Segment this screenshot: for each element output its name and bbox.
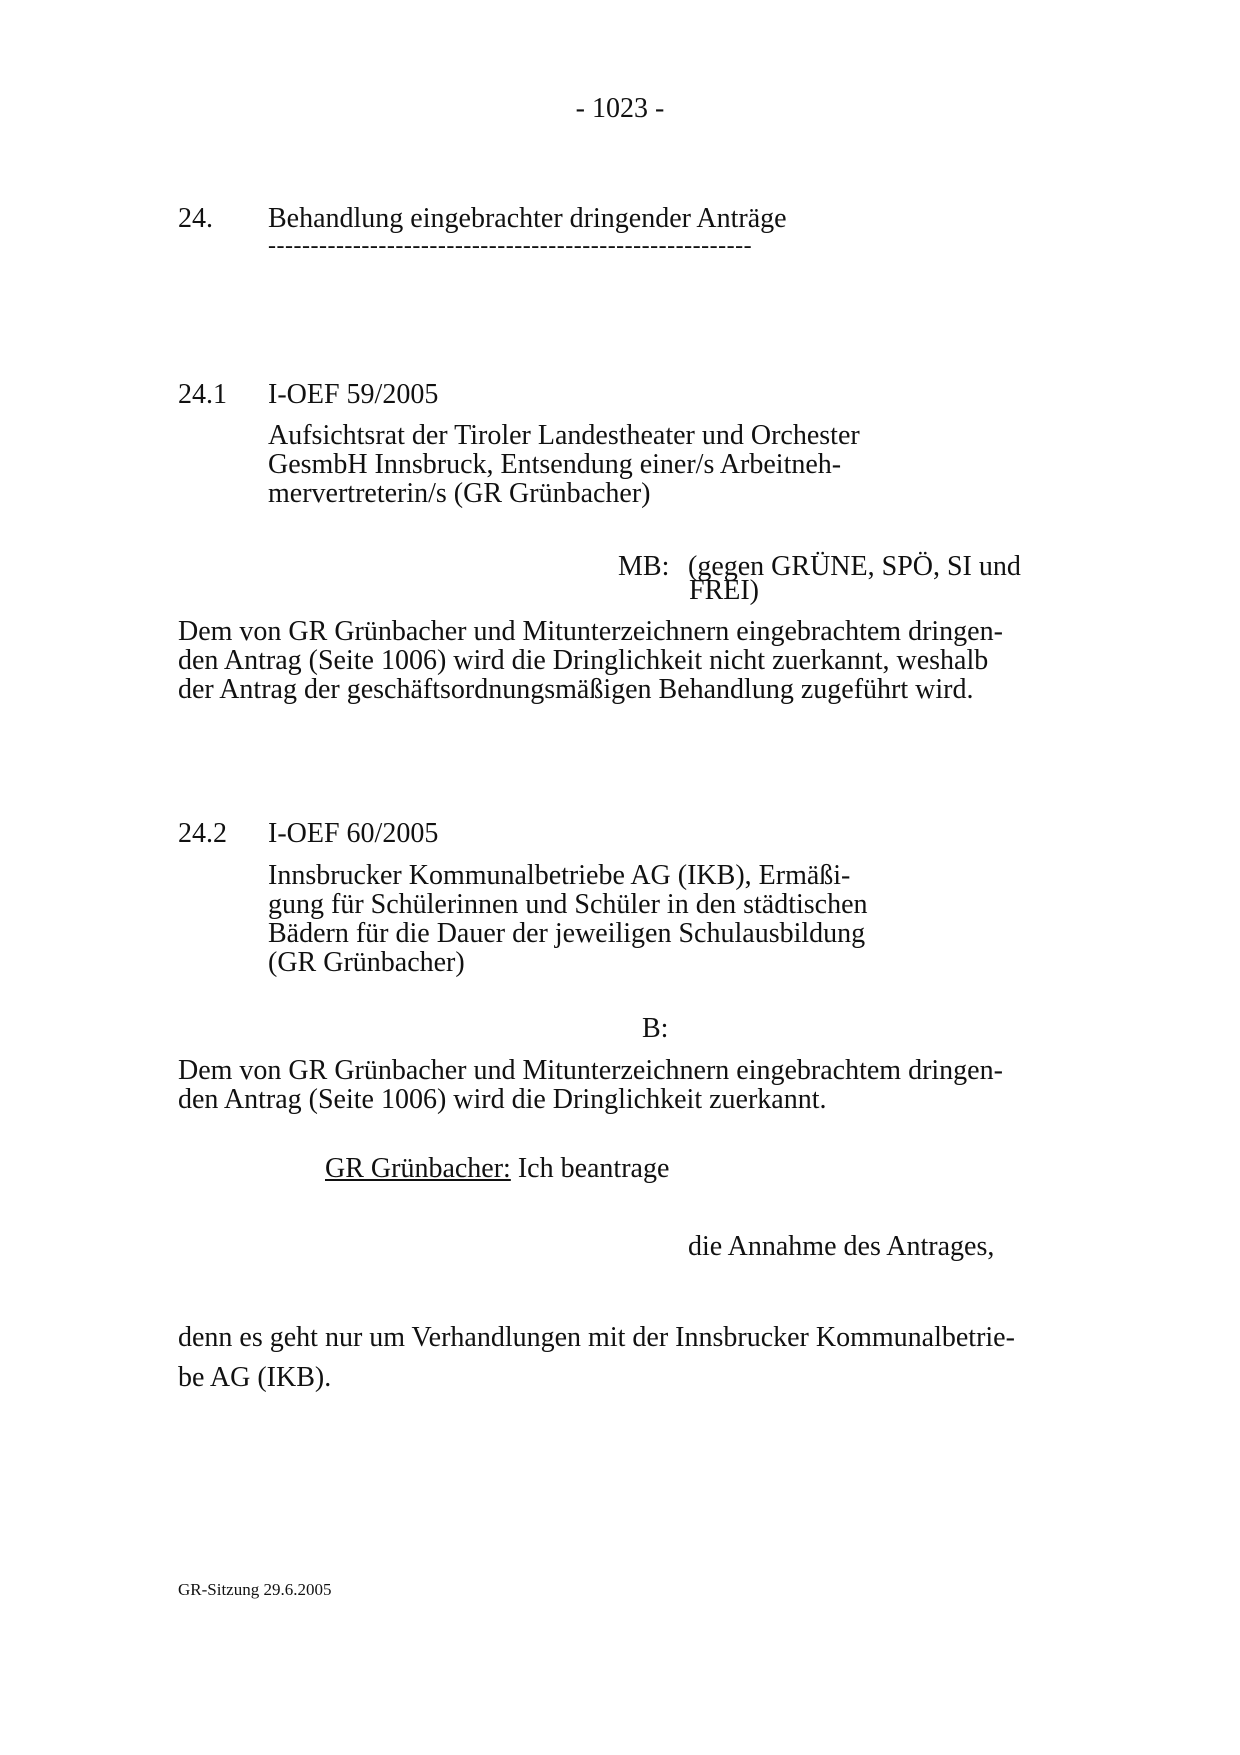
footer: GR-Sitzung 29.6.2005: [178, 1580, 332, 1599]
decision-line: FREI): [689, 575, 759, 606]
speech-intro-text: Ich beantrage: [510, 1153, 670, 1184]
description-line: gung für Schülerinnen und Schüler in den städtischen: [268, 889, 868, 920]
item-reference: I-OEF 59/2005: [268, 379, 439, 410]
item-reference: I-OEF 60/2005: [268, 818, 439, 849]
description-line: Bädern für die Dauer der jeweiligen Schulausbildung: [268, 918, 866, 949]
resolution-text: [178, 1056, 1058, 1114]
item-description: [268, 421, 860, 508]
decision-detail: [688, 552, 1021, 605]
resolution-line: den Antrag (Seite 1006) wird die Dringlichkeit nicht zuerkannt, weshalb: [178, 645, 989, 676]
section-number: 24.: [178, 203, 213, 234]
resolution-line: der Antrag der geschäftsordnungsmäßigen Behandlung zugeführt wird.: [178, 674, 974, 705]
item-description: [268, 861, 868, 977]
resolution-line: Dem von GR Grünbacher und Mitunterzeichnern eingebrachtem dringen-: [178, 616, 1003, 647]
motion-text: die Annahme des Antrages,: [688, 1231, 995, 1262]
description-line: GesmbH Innsbruck, Entsendung einer/s Arbeitneh-: [268, 449, 842, 480]
page-number: - 1023 -: [575, 93, 665, 124]
description-line: (GR Grünbacher): [268, 947, 465, 978]
resolution-line: Dem von GR Grünbacher und Mitunterzeichnern eingebrachtem dringen-: [178, 1055, 1003, 1086]
resolution-line: den Antrag (Seite 1006) wird die Dringlichkeit zuerkannt.: [178, 1084, 827, 1115]
description-line: mervertreterin/s (GR Grünbacher): [268, 478, 651, 509]
decision-line: (gegen GRÜNE, SPÖ, SI und: [688, 551, 1021, 582]
resolution-text: [178, 617, 1058, 704]
decision-label: B:: [642, 1013, 669, 1044]
speech-continuation: [178, 1318, 1058, 1398]
description-line: Innsbrucker Kommunalbetriebe AG (IKB), Ermäßi-: [268, 860, 851, 891]
section-title-dashes: ---------------------------------------------------------: [268, 233, 753, 259]
item-number: 24.1: [178, 379, 227, 410]
speech-intro: [325, 1154, 669, 1183]
section-title: Behandlung eingebrachter dringender Anträge: [268, 203, 787, 234]
decision-label: MB:: [618, 551, 670, 582]
description-line: Aufsichtsrat der Tiroler Landestheater und Orchester: [268, 420, 860, 451]
item-number: 24.2: [178, 818, 227, 849]
continuation-line: be AG (IKB).: [178, 1362, 332, 1393]
speaker-name: GR Grünbacher:: [325, 1153, 511, 1184]
continuation-line: denn es geht nur um Verhandlungen mit der Innsbrucker Kommunalbetrie-: [178, 1322, 1015, 1353]
